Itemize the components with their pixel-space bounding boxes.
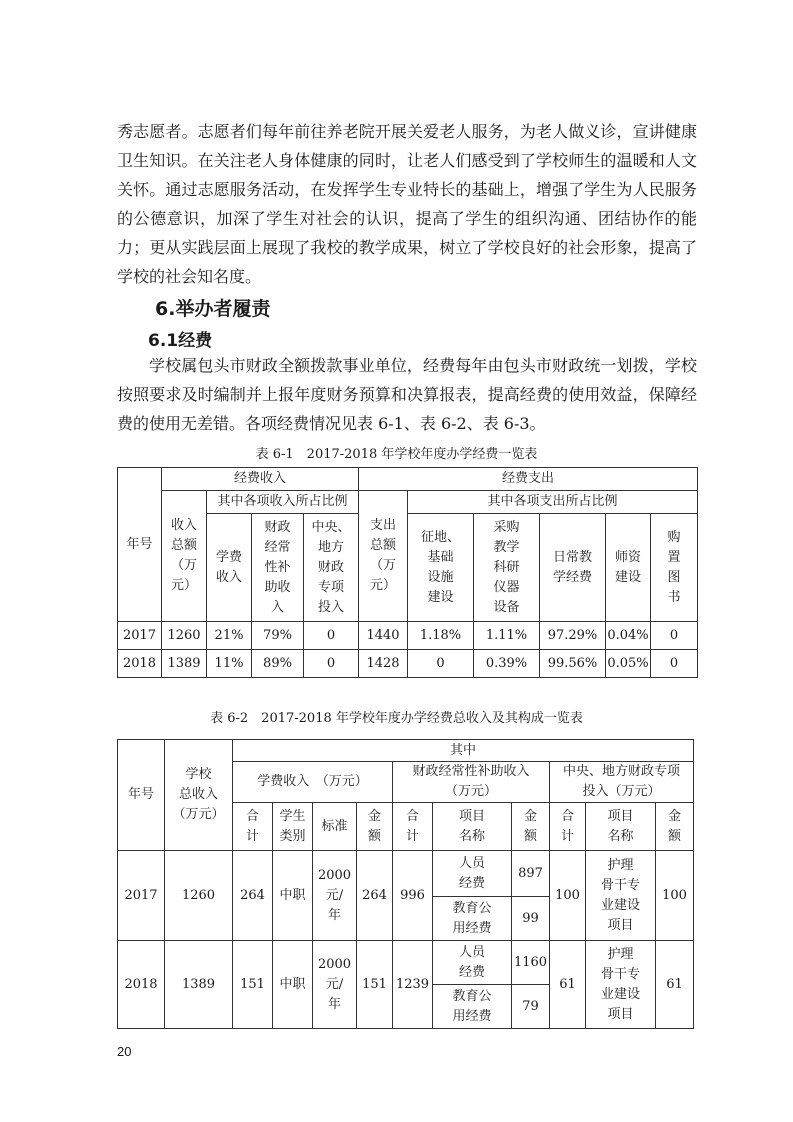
t2-cell-fiscal-item: 人员 经费 [433, 941, 512, 985]
t1-cell: 99.56% [540, 650, 606, 678]
table1-caption: 表 6-1 2017-2018 年学校年度办学经费一览表 [255, 447, 538, 462]
t1-cell: 0.04% [606, 622, 651, 650]
t1-header-fiscal: 财政 经常 性补 助收 入 [252, 514, 304, 622]
t1-header-total-expense: 支出 总额 （万 元） [359, 491, 408, 622]
t1-cell: 0.39% [474, 650, 540, 678]
t2-cell-tuition-amount: 151 [357, 941, 393, 1029]
t1-cell: 1440 [359, 622, 408, 650]
t2-cell-fiscal-item: 教育公 用经费 [433, 985, 512, 1029]
t1-cell: 1428 [359, 650, 408, 678]
table-row [118, 851, 694, 897]
t2-header-year: 年号 [118, 740, 165, 851]
t2-cell-tuition-sum: 151 [233, 941, 273, 1029]
t2-header-special: 中央、地方财政专项 投入（万元） [550, 762, 694, 803]
paragraph-funding [117, 351, 697, 438]
table-row [118, 650, 698, 678]
t2-header-among: 其中 [233, 740, 694, 762]
t1-cell: 21% [207, 622, 252, 650]
t1-cell: 2018 [118, 650, 162, 678]
t1-cell: 1.18% [408, 622, 474, 650]
t2-cell-fiscal-item: 人员 经费 [433, 851, 512, 897]
t2-header-special-item: 项目 名称 [586, 803, 656, 851]
table-row [118, 622, 698, 650]
t2-header-fiscal-item: 项目 名称 [433, 803, 512, 851]
t2-cell-special-item: 护理 骨干专 业建设 项目 [586, 851, 656, 941]
t2-cell-fiscal-amount: 79 [512, 985, 550, 1029]
t1-header-land: 征地、 基础 设施 建设 [408, 514, 474, 622]
t1-cell: 1260 [162, 622, 207, 650]
t2-header-tuition-amount: 金 额 [357, 803, 393, 851]
t1-cell: 97.29% [540, 622, 606, 650]
t2-cell-total: 1260 [165, 851, 233, 941]
t1-header-expense-ratio: 其中各项支出所占比例 [408, 491, 698, 514]
t2-header-fiscal: 财政经常性补助收入 （万元） [393, 762, 550, 803]
t1-header-year: 年号 [118, 468, 162, 622]
t1-cell: 89% [252, 650, 304, 678]
t1-header-equipment: 采购 教学 科研 仪器 设备 [474, 514, 540, 622]
t2-cell-fiscal-sum: 996 [393, 851, 433, 941]
t2-cell-total: 1389 [165, 941, 233, 1029]
t2-header-tuition-sum: 合 计 [233, 803, 273, 851]
t2-cell-tuition-amount: 264 [357, 851, 393, 941]
t2-header-fiscal-amount: 金 额 [512, 803, 550, 851]
t1-cell: 0 [304, 650, 359, 678]
t1-cell: 1.11% [474, 622, 540, 650]
t1-header-books: 购 置 图 书 [651, 514, 698, 622]
t2-cell-standard: 2000 元/ 年 [313, 851, 357, 941]
t1-header-income-ratio: 其中各项收入所占比例 [207, 491, 359, 514]
t2-header-special-amount: 金 额 [656, 803, 694, 851]
t2-cell-year: 2017 [118, 851, 165, 941]
t2-header-total: 学校 总收入 （万元） [165, 740, 233, 851]
t2-cell-special-sum: 61 [550, 941, 586, 1029]
t2-header-special-sum: 合 计 [550, 803, 586, 851]
t2-header-fiscal-sum: 合 计 [393, 803, 433, 851]
section-heading-6: 6.举办者履责 [155, 298, 271, 320]
t1-cell: 2017 [118, 622, 162, 650]
t1-cell: 11% [207, 650, 252, 678]
t2-cell-special-item: 护理 骨干专 业建设 项目 [586, 941, 656, 1029]
t1-header-daily: 日常教 学经费 [540, 514, 606, 622]
t1-header-tuition: 学费 收入 [207, 514, 252, 622]
table-6-2 [117, 739, 694, 1029]
t2-header-tuition: 学费收入 （万元） [233, 762, 393, 803]
table-6-1 [117, 467, 698, 678]
section-heading-6-1: 6.1经费 [148, 331, 213, 351]
page-number: 20 [117, 1044, 132, 1059]
t1-header-teacher: 师资 建设 [606, 514, 651, 622]
t1-header-total-income: 收入 总额 （万 元） [162, 491, 207, 622]
t2-cell-fiscal-sum: 1239 [393, 941, 433, 1029]
t2-cell-special-amount: 61 [656, 941, 694, 1029]
t2-cell-special-sum: 100 [550, 851, 586, 941]
paragraph-volunteer [117, 117, 697, 291]
table2-caption: 表 6-2 2017-2018 年学校年度办学经费总收入及其构成一览表 [210, 711, 583, 726]
paragraph-text-1: 秀志愿者。志愿者们每年前往养老院开展关爱老人服务，为老人做义诊，宣讲健康卫生知识。在关注老人身体健康的同时，让老人们感受到了学校师生的温暖和人文关怀。通过志愿服务活动，在发挥学生专业特长的基础上，增强了学生为人民服务的公德意识，加深了学生对社会的认识，提高了学生的组织沟通、团结协作的能力；更从实践层面上展现了我校的教学成果，树立了学校良好的社会形象，提高了学校的社会知名度。 [117, 122, 697, 286]
paragraph-text-2: 学校属包头市财政全额拨款事业单位，经费每年由包头市财政统一划拨，学校按照要求及时编制并上报年度财务预算和决算报表，提高经费的使用效益，保障经费的使用无差错。各项经费情况见表 6-1、表 6-2、表 6-3。 [117, 356, 697, 433]
t2-cell-student-type: 中职 [273, 851, 313, 941]
t2-cell-fiscal-amount: 897 [512, 851, 550, 897]
t1-cell: 0 [408, 650, 474, 678]
t1-cell: 0 [651, 622, 698, 650]
table-row [118, 941, 694, 985]
t2-cell-tuition-sum: 264 [233, 851, 273, 941]
t2-header-student-type: 学生 类别 [273, 803, 313, 851]
t1-cell: 0.05% [606, 650, 651, 678]
t2-cell-special-amount: 100 [656, 851, 694, 941]
t2-cell-fiscal-amount: 1160 [512, 941, 550, 985]
t2-cell-fiscal-amount: 99 [512, 897, 550, 941]
t1-header-expense: 经费支出 [359, 468, 698, 491]
t1-header-income: 经费收入 [162, 468, 359, 491]
t2-cell-standard: 2000 元/ 年 [313, 941, 357, 1029]
t2-cell-student-type: 中职 [273, 941, 313, 1029]
t2-cell-fiscal-item: 教育公 用经费 [433, 897, 512, 941]
t1-cell: 0 [651, 650, 698, 678]
t1-cell: 1389 [162, 650, 207, 678]
t2-header-standard: 标准 [313, 803, 357, 851]
t2-cell-year: 2018 [118, 941, 165, 1029]
t1-header-special: 中央、 地方 财政 专项 投入 [304, 514, 359, 622]
t1-cell: 0 [304, 622, 359, 650]
t1-cell: 79% [252, 622, 304, 650]
